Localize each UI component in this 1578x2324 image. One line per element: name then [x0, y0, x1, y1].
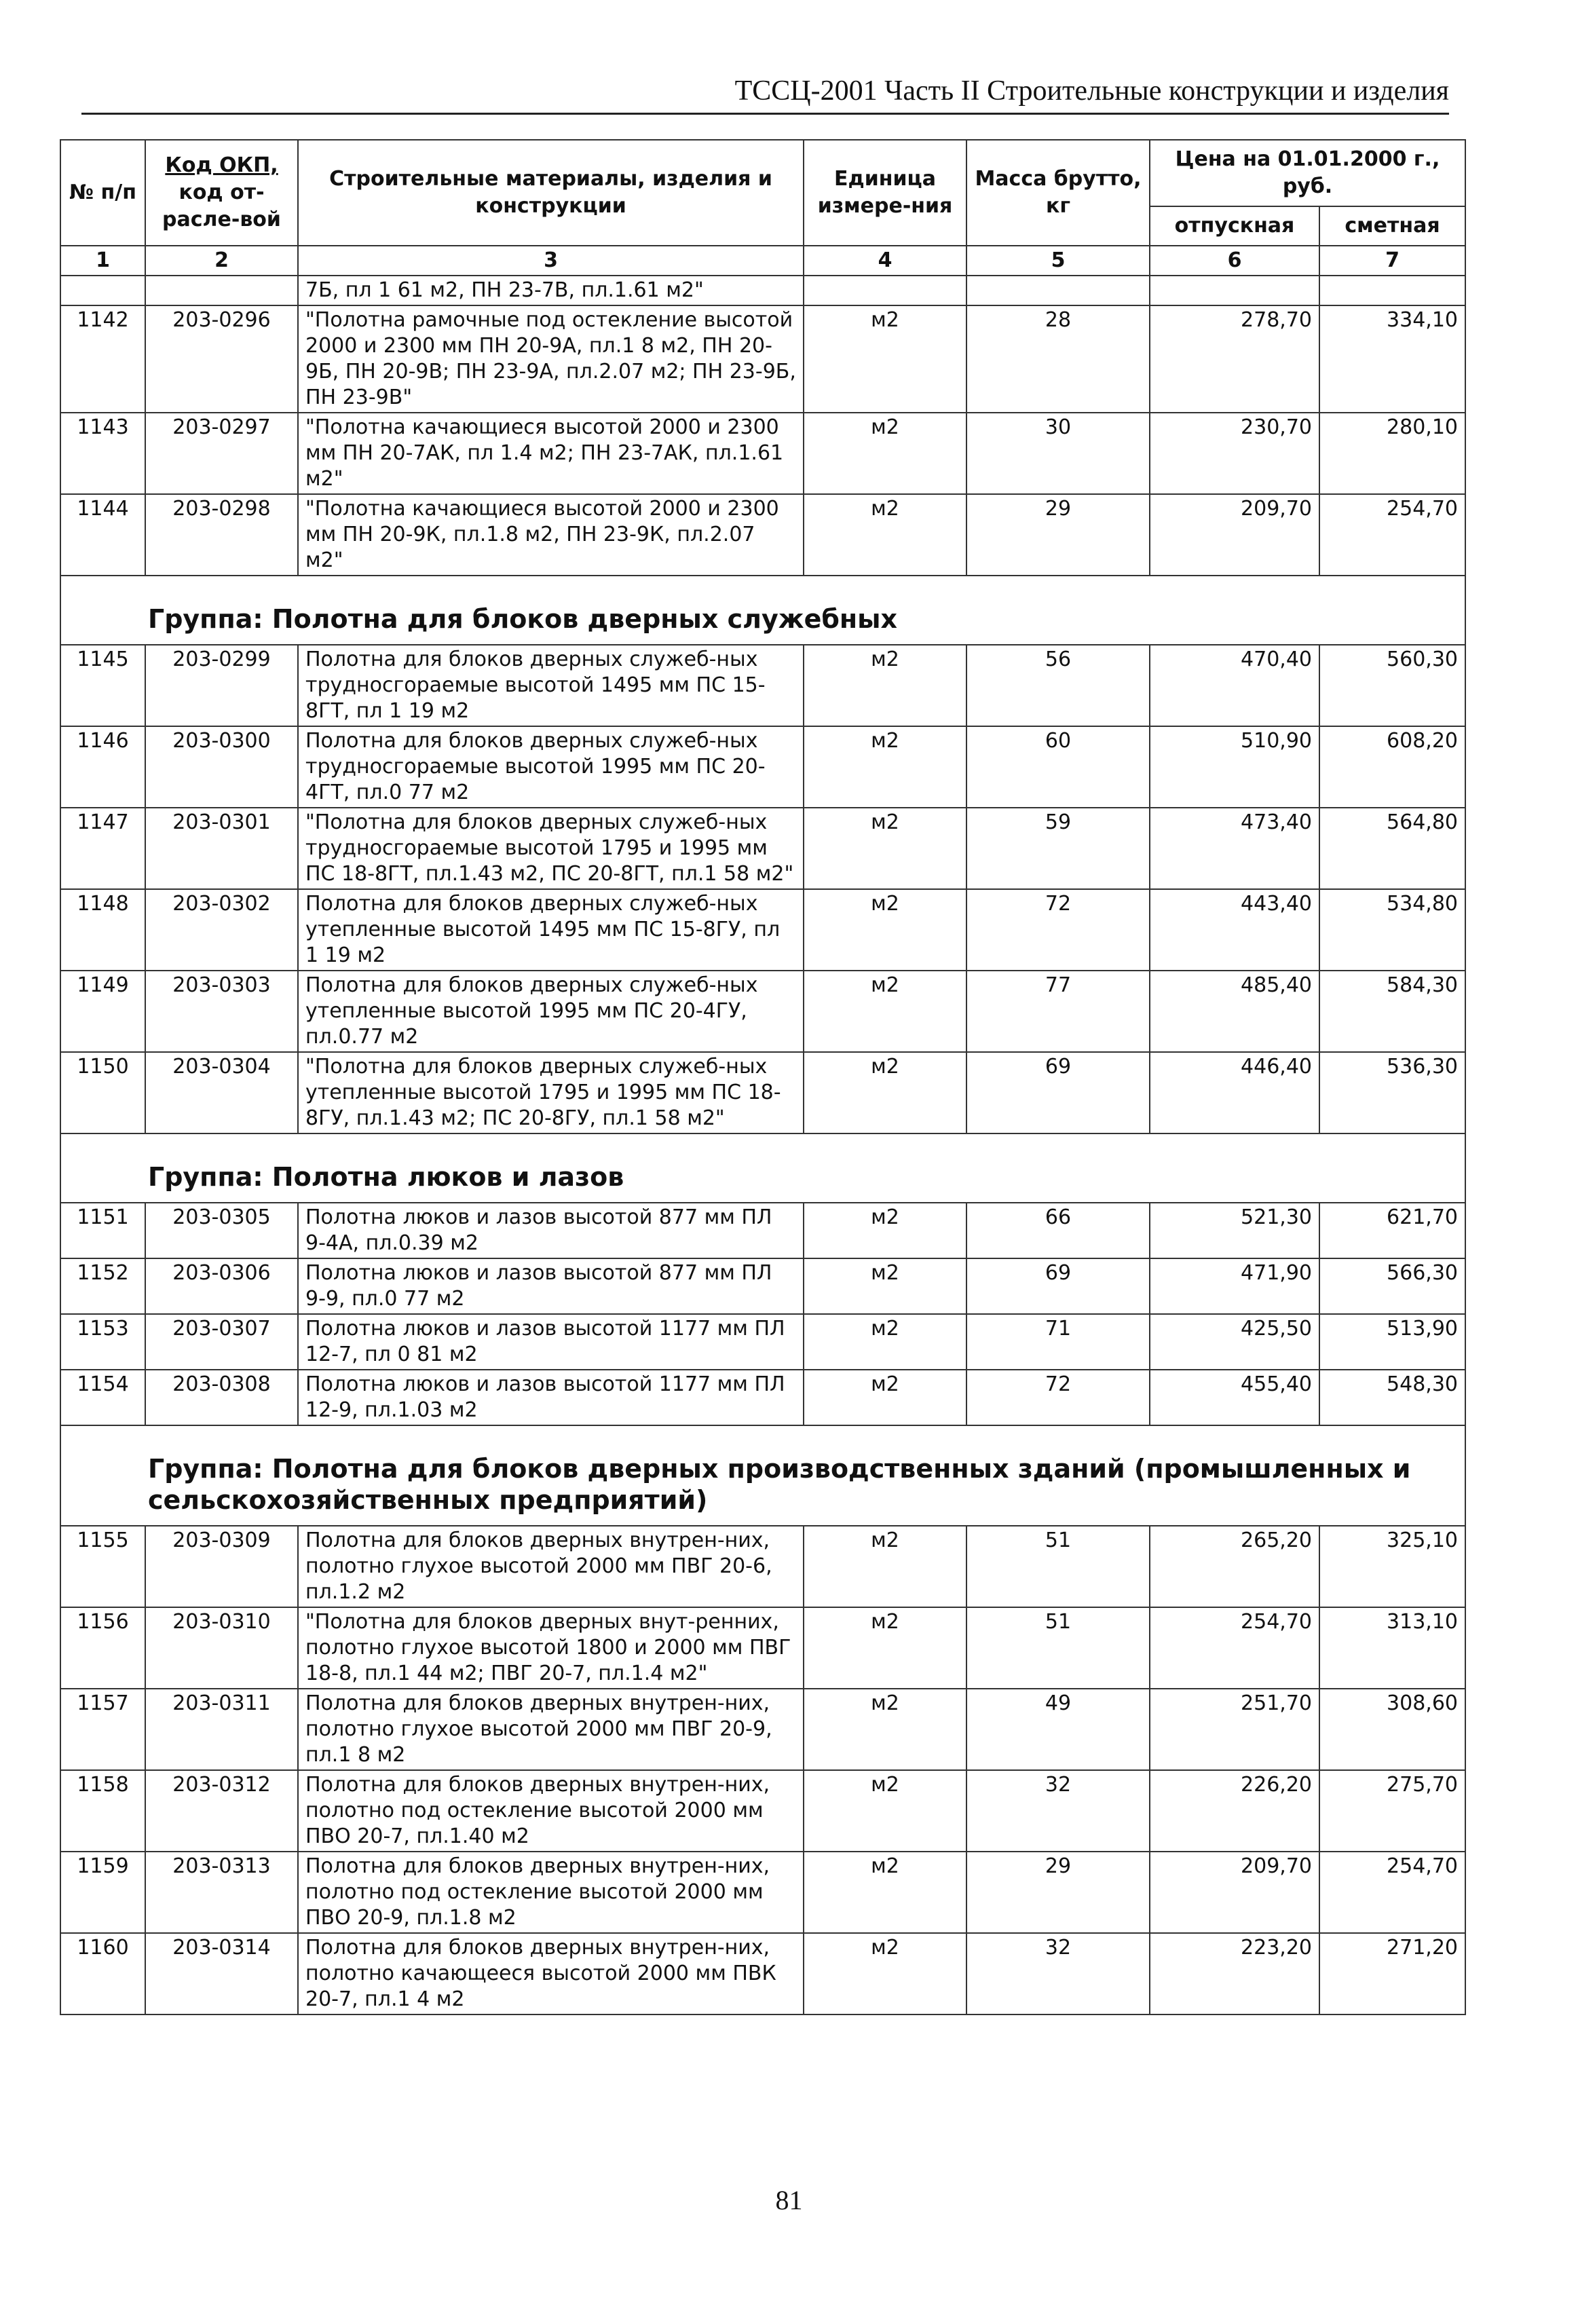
- row-unit: м2: [804, 1314, 966, 1370]
- row-description: Полотна для блоков дверных внутрен-них, полотно глухое высотой 2000 мм ПВГ 20-6, пл.1.2 м2: [298, 1526, 804, 1607]
- table-row: [60, 1203, 1465, 1258]
- row-price-estimate: 608,20: [1319, 726, 1465, 808]
- row-price-estimate: 548,30: [1319, 1370, 1465, 1425]
- row-unit: м2: [804, 1203, 966, 1258]
- row-unit: м2: [804, 808, 966, 889]
- row-price-release: 226,20: [1150, 1770, 1319, 1852]
- table-row: [60, 889, 1465, 971]
- col-mass-header: Масса брутто, кг: [966, 140, 1150, 246]
- row-price-release: 443,40: [1150, 889, 1319, 971]
- row-unit: м2: [804, 1370, 966, 1425]
- row-mass: 29: [966, 1852, 1150, 1933]
- col-material-header: Строительные материалы, изделия и конструкции: [298, 140, 804, 246]
- row-number: 1154: [60, 1370, 145, 1425]
- row-code: 203-0298: [145, 494, 298, 576]
- price-table: [60, 139, 1466, 2015]
- row-number: 1160: [60, 1933, 145, 2014]
- row-unit: м2: [804, 1526, 966, 1607]
- col-number: 7: [1319, 246, 1465, 276]
- row-mass: 60: [966, 726, 1150, 808]
- row-price-release: 470,40: [1150, 645, 1319, 726]
- col-price-release-header: отпускная: [1150, 206, 1319, 246]
- table-row: [60, 413, 1465, 494]
- table-row: [60, 305, 1465, 413]
- row-price-release: 209,70: [1150, 1852, 1319, 1933]
- row-mass: 59: [966, 808, 1150, 889]
- row-price-estimate: 584,30: [1319, 971, 1465, 1052]
- table-row: [60, 1258, 1465, 1314]
- row-code: 203-0307: [145, 1314, 298, 1370]
- table-row: [60, 1607, 1465, 1689]
- column-numbers-row: [60, 246, 1465, 276]
- row-description: Полотна для блоков дверных внутрен-них, полотно качающееся высотой 2000 мм ПВК 20-7, пл.1 4 м2: [298, 1933, 804, 2014]
- row-price-release: 446,40: [1150, 1052, 1319, 1133]
- row-code: 203-0302: [145, 889, 298, 971]
- row-price-estimate: 564,80: [1319, 808, 1465, 889]
- row-number: 1149: [60, 971, 145, 1052]
- row-unit: м2: [804, 889, 966, 971]
- row-number: 1144: [60, 494, 145, 576]
- row-price-release: 254,70: [1150, 1607, 1319, 1689]
- row-mass: 77: [966, 971, 1150, 1052]
- row-description: Полотна для блоков дверных внутрен-них, полотно глухое высотой 2000 мм ПВГ 20-9, пл.1 8 м2: [298, 1689, 804, 1770]
- col-number: 6: [1150, 246, 1319, 276]
- row-unit: м2: [804, 1689, 966, 1770]
- row-description: Полотна для блоков дверных внутрен-них, полотно под остекление высотой 2000 мм ПВО 20-9, пл.1.8 м2: [298, 1852, 804, 1933]
- row-price-release: 278,70: [1150, 305, 1319, 413]
- table-row: [60, 1052, 1465, 1133]
- row-unit: м2: [804, 1258, 966, 1314]
- row-description: "Полотна качающиеся высотой 2000 и 2300 мм ПН 20-7АК, пл 1.4 м2; ПН 23-7АК, пл.1.61 м2": [298, 413, 804, 494]
- row-number: 1153: [60, 1314, 145, 1370]
- continuation-row: [60, 276, 1465, 305]
- table-row: [60, 1689, 1465, 1770]
- row-price-estimate: 271,20: [1319, 1933, 1465, 2014]
- row-price-release: 230,70: [1150, 413, 1319, 494]
- row-code: 203-0312: [145, 1770, 298, 1852]
- row-price-release: 510,90: [1150, 726, 1319, 808]
- table-row: [60, 726, 1465, 808]
- col-price-header: Цена на 01.01.2000 г., руб.: [1150, 140, 1465, 206]
- col-code-header-bottom: код от-расле-вой: [162, 181, 281, 231]
- group-title: Группа: Полотна для блоков дверных служебных: [60, 576, 1465, 645]
- row-price-release: 209,70: [1150, 494, 1319, 576]
- row-price-estimate: 254,70: [1319, 494, 1465, 576]
- row-mass: 66: [966, 1203, 1150, 1258]
- row-number: 1150: [60, 1052, 145, 1133]
- table-row: [60, 645, 1465, 726]
- col-number: 5: [966, 246, 1150, 276]
- row-unit: м2: [804, 305, 966, 413]
- table-row: [60, 808, 1465, 889]
- row-unit: м2: [804, 413, 966, 494]
- table-row: [60, 1526, 1465, 1607]
- row-number: 1157: [60, 1689, 145, 1770]
- row-number: 1147: [60, 808, 145, 889]
- row-mass: 51: [966, 1607, 1150, 1689]
- row-mass: 49: [966, 1689, 1150, 1770]
- row-price-estimate: 254,70: [1319, 1852, 1465, 1933]
- row-mass: 72: [966, 1370, 1150, 1425]
- table-row: [60, 971, 1465, 1052]
- row-number: 1143: [60, 413, 145, 494]
- row-price-release: 473,40: [1150, 808, 1319, 889]
- row-description: Полотна для блоков дверных служеб-ных трудносгораемые высотой 1995 мм ПС 20-4ГТ, пл.0 77 м2: [298, 726, 804, 808]
- row-price-release: 425,50: [1150, 1314, 1319, 1370]
- row-code: 203-0304: [145, 1052, 298, 1133]
- row-description: "Полотна для блоков дверных внут-ренних, полотно глухое высотой 1800 и 2000 мм ПВГ 18-8, пл.1 44 м2; ПВГ 20-7, пл.1.4 м2": [298, 1607, 804, 1689]
- table-row: [60, 1370, 1465, 1425]
- row-price-estimate: 280,10: [1319, 413, 1465, 494]
- row-description: Полотна для блоков дверных служеб-ных утепленные высотой 1495 мм ПС 15-8ГУ, пл 1 19 м2: [298, 889, 804, 971]
- row-price-estimate: 308,60: [1319, 1689, 1465, 1770]
- page-header: ТССЦ-2001 Часть II Строительные конструкции и изделия: [81, 73, 1449, 115]
- row-mass: 32: [966, 1933, 1150, 2014]
- col-number: 3: [298, 246, 804, 276]
- row-code: 203-0306: [145, 1258, 298, 1314]
- col-num-header: № п/п: [60, 140, 145, 246]
- row-price-release: 485,40: [1150, 971, 1319, 1052]
- row-unit: м2: [804, 494, 966, 576]
- table-row: [60, 1314, 1465, 1370]
- table-row: [60, 1852, 1465, 1933]
- col-price-estimate-header: сметная: [1319, 206, 1465, 246]
- row-price-release: 521,30: [1150, 1203, 1319, 1258]
- row-number: 1156: [60, 1607, 145, 1689]
- col-code-header: [145, 140, 298, 246]
- row-number: 1146: [60, 726, 145, 808]
- row-number: 1158: [60, 1770, 145, 1852]
- table-row: [60, 1770, 1465, 1852]
- row-description: Полотна для блоков дверных служеб-ных трудносгораемые высотой 1495 мм ПС 15-8ГТ, пл 1 19 м2: [298, 645, 804, 726]
- row-description: "Полотна рамочные под остекление высотой 2000 и 2300 мм ПН 20-9А, пл.1 8 м2, ПН 20-9Б, ПН 20-9В; ПН 23-9А, пл.2.07 м2; ПН 23-9Б, ПН 23-9В": [298, 305, 804, 413]
- row-unit: м2: [804, 1770, 966, 1852]
- row-number: 1142: [60, 305, 145, 413]
- row-description: Полотна люков и лазов высотой 1177 мм ПЛ 12-9, пл.1.03 м2: [298, 1370, 804, 1425]
- row-code: 203-0313: [145, 1852, 298, 1933]
- row-mass: 29: [966, 494, 1150, 576]
- row-code: 203-0308: [145, 1370, 298, 1425]
- row-mass: 32: [966, 1770, 1150, 1852]
- row-number: 1155: [60, 1526, 145, 1607]
- row-unit: м2: [804, 1852, 966, 1933]
- continuation-text: 7Б, пл 1 61 м2, ПН 23-7В, пл.1.61 м2": [298, 276, 804, 305]
- group-row: [60, 1425, 1465, 1526]
- row-price-estimate: 334,10: [1319, 305, 1465, 413]
- row-price-estimate: 621,70: [1319, 1203, 1465, 1258]
- row-unit: м2: [804, 1052, 966, 1133]
- row-description: Полотна люков и лазов высотой 877 мм ПЛ 9-4А, пл.0.39 м2: [298, 1203, 804, 1258]
- row-number: 1145: [60, 645, 145, 726]
- col-number: 1: [60, 246, 145, 276]
- row-code: 203-0305: [145, 1203, 298, 1258]
- row-price-estimate: 513,90: [1319, 1314, 1465, 1370]
- row-code: 203-0311: [145, 1689, 298, 1770]
- row-code: 203-0296: [145, 305, 298, 413]
- row-price-estimate: 275,70: [1319, 1770, 1465, 1852]
- row-number: 1151: [60, 1203, 145, 1258]
- row-price-release: 471,90: [1150, 1258, 1319, 1314]
- row-price-estimate: 325,10: [1319, 1526, 1465, 1607]
- row-mass: 51: [966, 1526, 1150, 1607]
- row-code: 203-0299: [145, 645, 298, 726]
- group-row: [60, 1133, 1465, 1203]
- row-code: 203-0303: [145, 971, 298, 1052]
- group-title: Группа: Полотна для блоков дверных производственных зданий (промышленных и сельскохозяйственных предприятий): [60, 1425, 1465, 1526]
- table-row: [60, 494, 1465, 576]
- row-price-release: 251,70: [1150, 1689, 1319, 1770]
- row-description: Полотна люков и лазов высотой 877 мм ПЛ 9-9, пл.0 77 м2: [298, 1258, 804, 1314]
- row-unit: м2: [804, 1607, 966, 1689]
- row-code: 203-0301: [145, 808, 298, 889]
- row-price-estimate: 534,80: [1319, 889, 1465, 971]
- row-price-release: 223,20: [1150, 1933, 1319, 2014]
- row-price-estimate: 566,30: [1319, 1258, 1465, 1314]
- row-code: 203-0297: [145, 413, 298, 494]
- row-number: 1159: [60, 1852, 145, 1933]
- row-mass: 72: [966, 889, 1150, 971]
- row-description: "Полотна качающиеся высотой 2000 и 2300 мм ПН 20-9К, пл.1.8 м2, ПН 23-9К, пл.2.07 м2": [298, 494, 804, 576]
- row-description: Полотна для блоков дверных служеб-ных утепленные высотой 1995 мм ПС 20-4ГУ, пл.0.77 м2: [298, 971, 804, 1052]
- row-description: Полотна для блоков дверных внутрен-них, полотно под остекление высотой 2000 мм ПВО 20-7, пл.1.40 м2: [298, 1770, 804, 1852]
- row-price-estimate: 560,30: [1319, 645, 1465, 726]
- col-number: 2: [145, 246, 298, 276]
- row-code: 203-0310: [145, 1607, 298, 1689]
- col-unit-header: Единица измере-ния: [804, 140, 966, 246]
- row-unit: м2: [804, 645, 966, 726]
- row-unit: м2: [804, 1933, 966, 2014]
- page-number: 81: [775, 2185, 803, 2215]
- row-mass: 71: [966, 1314, 1150, 1370]
- row-code: 203-0309: [145, 1526, 298, 1607]
- row-mass: 28: [966, 305, 1150, 413]
- row-price-release: 265,20: [1150, 1526, 1319, 1607]
- row-price-estimate: 313,10: [1319, 1607, 1465, 1689]
- row-description: "Полотна для блоков дверных служеб-ных утепленные высотой 1795 и 1995 мм ПС 18-8ГУ, пл.1.43 м2; ПС 20-8ГУ, пл.1 58 м2": [298, 1052, 804, 1133]
- row-price-estimate: 536,30: [1319, 1052, 1465, 1133]
- group-row: [60, 576, 1465, 645]
- row-mass: 69: [966, 1258, 1150, 1314]
- col-code-header-top: Код ОКП,: [165, 153, 278, 177]
- row-code: 203-0300: [145, 726, 298, 808]
- row-description: "Полотна для блоков дверных служеб-ных трудносгораемые высотой 1795 и 1995 мм ПС 18-8ГТ, пл.1.43 м2, ПС 20-8ГТ, пл.1 58 м2": [298, 808, 804, 889]
- row-description: Полотна люков и лазов высотой 1177 мм ПЛ 12-7, пл 0 81 м2: [298, 1314, 804, 1370]
- group-title: Группа: Полотна люков и лазов: [60, 1133, 1465, 1203]
- table-row: [60, 1933, 1465, 2014]
- row-number: 1152: [60, 1258, 145, 1314]
- row-code: 203-0314: [145, 1933, 298, 2014]
- row-mass: 56: [966, 645, 1150, 726]
- row-mass: 69: [966, 1052, 1150, 1133]
- row-unit: м2: [804, 971, 966, 1052]
- row-price-release: 455,40: [1150, 1370, 1319, 1425]
- col-number: 4: [804, 246, 966, 276]
- row-number: 1148: [60, 889, 145, 971]
- row-mass: 30: [966, 413, 1150, 494]
- row-unit: м2: [804, 726, 966, 808]
